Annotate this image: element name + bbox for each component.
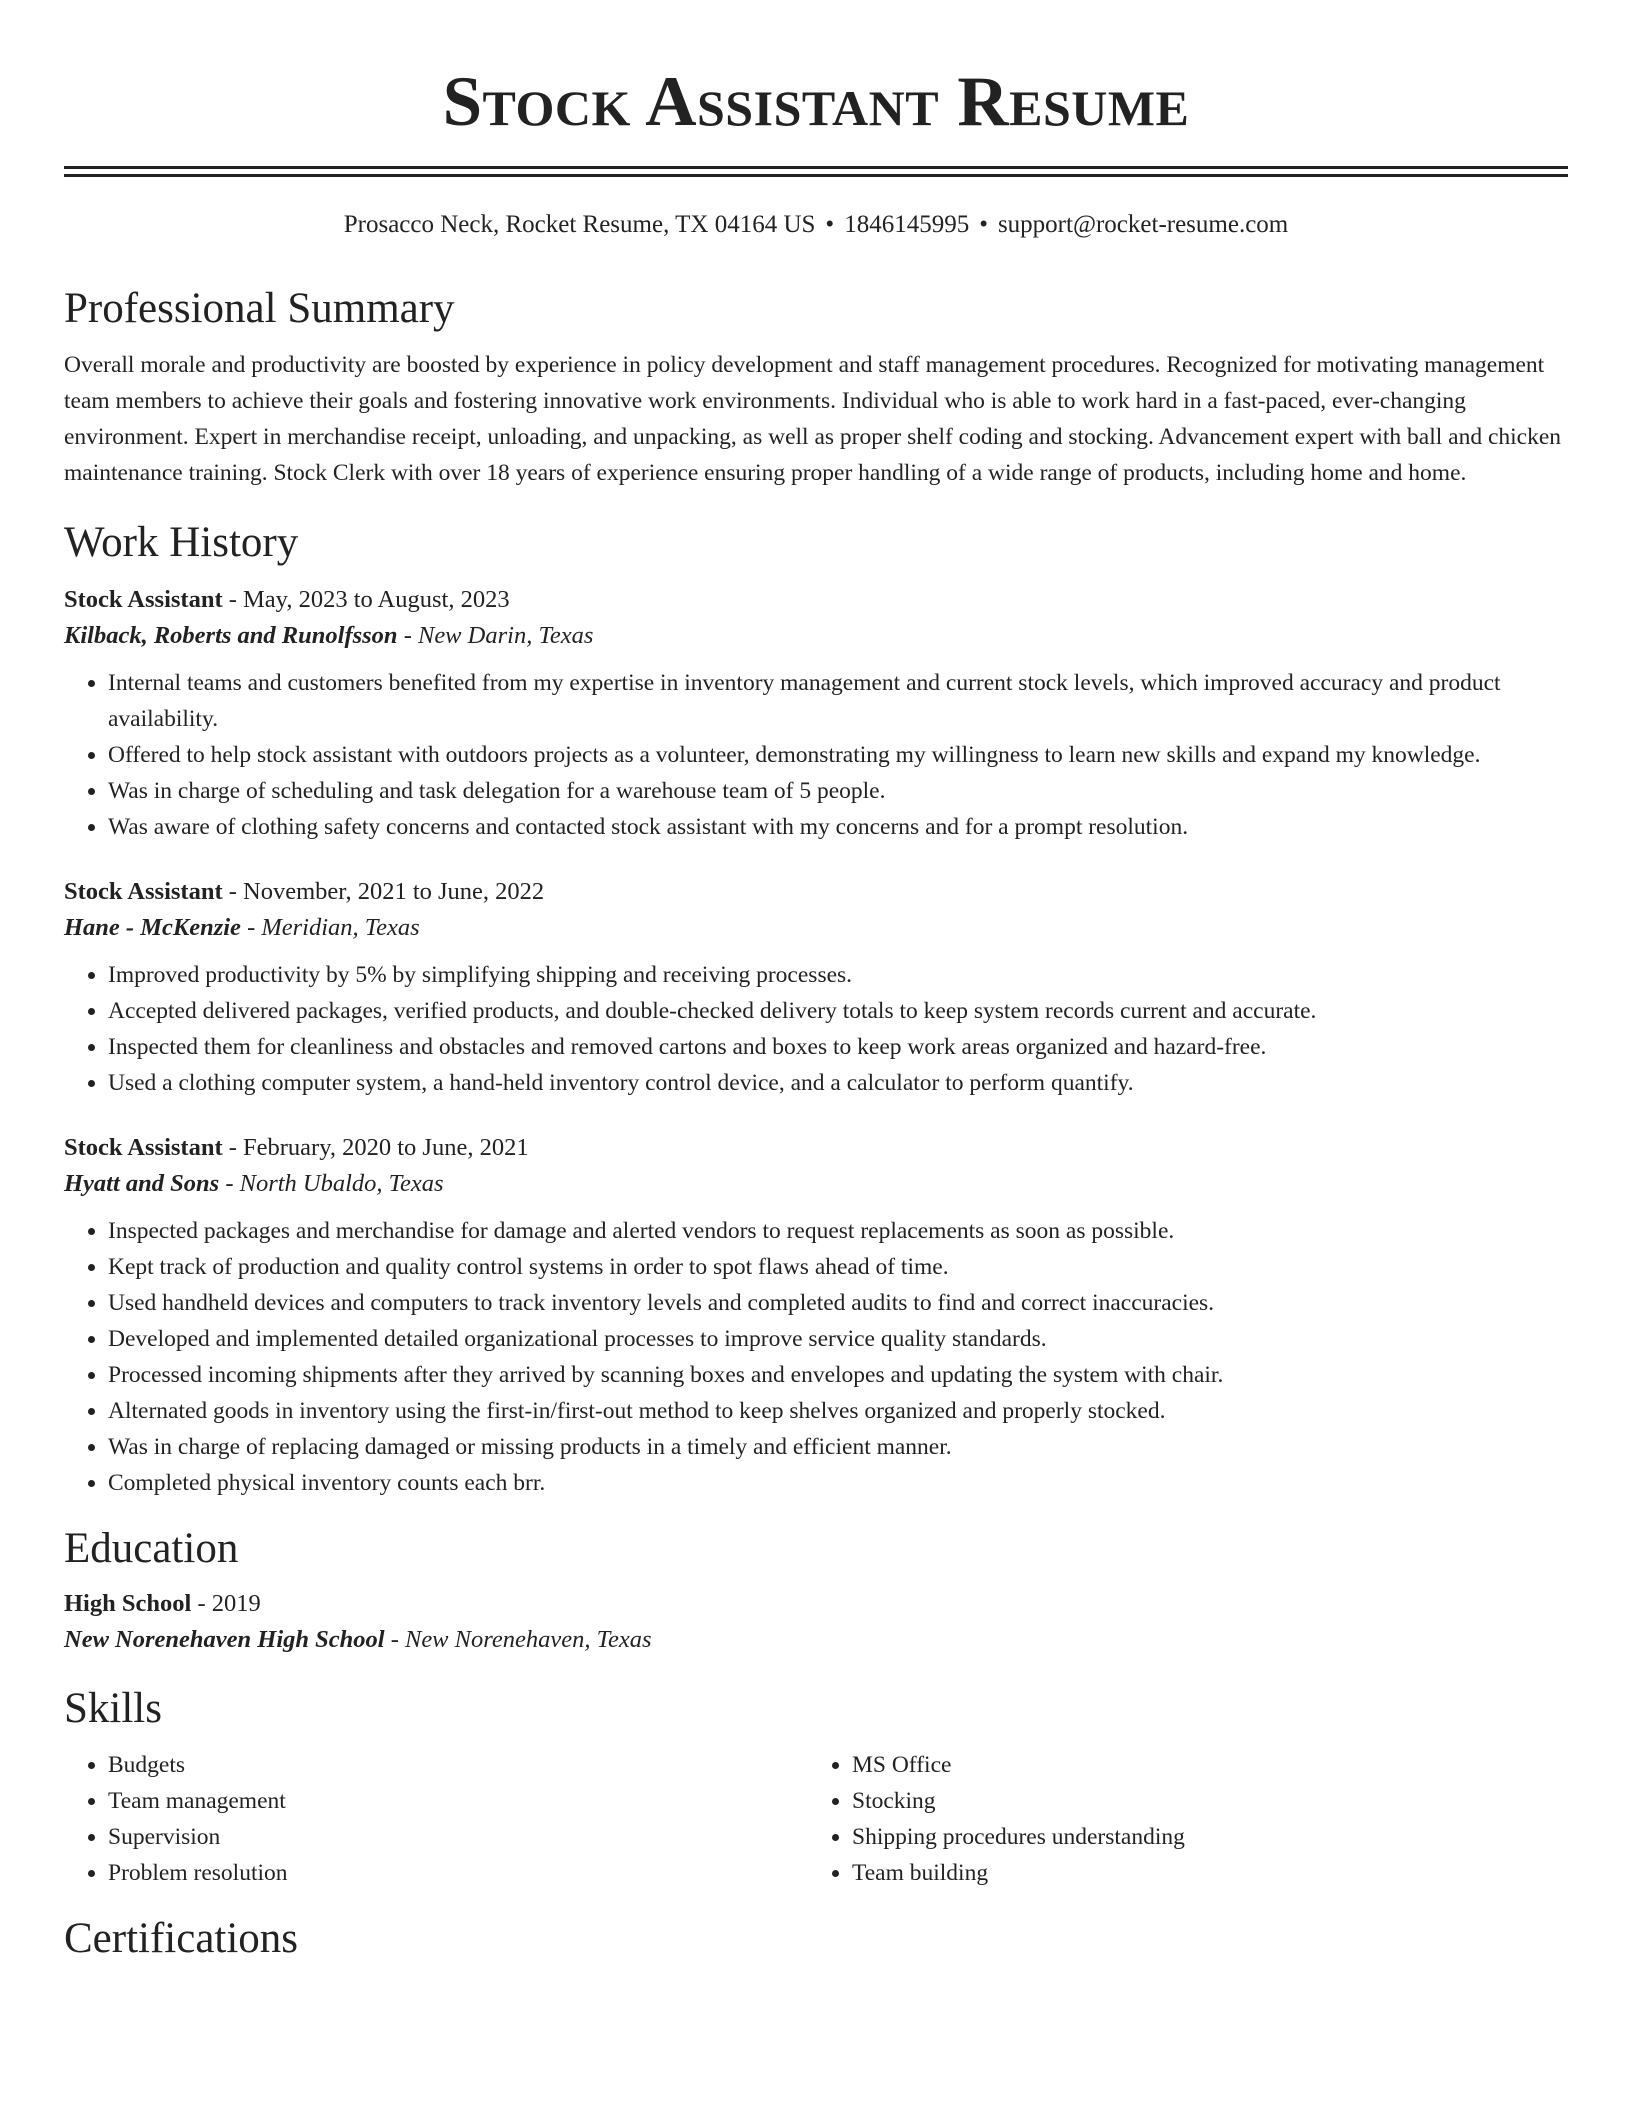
job-title-line xyxy=(64,583,1568,617)
education-heading: Education xyxy=(64,1525,239,1572)
job-bullet: • Accepted delivered packages, verified products, and double-checked delivery totals to keep system records current and accurate. xyxy=(108,993,1568,1029)
contact-separator: • xyxy=(979,211,988,238)
skill-item: • Budgets xyxy=(108,1747,808,1783)
education-year: - 2019 xyxy=(191,1590,261,1617)
summary-text: Overall morale and productivity are boosted by experience in policy development and staff management procedures. Recognized for motivating management team members to achieve their goals and fostering innovative work environments. Individual who is able to work hard in a fast-paced, ever-changing environment. Expert in merchandise receipt, unloading, and unpacking, as well as proper shelf coding and stocking. Advancement expert with ball and chicken maintenance training. Stock Clerk with over 18 years of experience ensuring proper handling of a wide range of products, including home and home. xyxy=(64,352,1562,486)
job-bullet: • Kept track of production and quality control systems in order to spot flaws ahead of time. xyxy=(108,1249,1568,1285)
education-school-line xyxy=(64,1621,1568,1659)
job-title-line xyxy=(64,875,1568,909)
contact-phone: 1846145995 xyxy=(844,211,970,238)
job-entry xyxy=(64,875,1568,1101)
title-double-rule xyxy=(64,166,1568,177)
job-bullets xyxy=(64,957,1568,1101)
summary-section xyxy=(64,283,1568,491)
job-bullets xyxy=(64,665,1568,845)
job-dates: - November, 2021 to June, 2022 xyxy=(222,878,545,905)
job-company-line xyxy=(64,1165,1568,1203)
work-history-heading: Work History xyxy=(64,519,299,566)
job-bullet: • Was in charge of replacing damaged or missing products in a timely and efficient manner. xyxy=(108,1429,1568,1465)
job-bullet: • Internal teams and customers benefited from my expertise in inventory management and current stock levels, which improved accuracy and product availability. xyxy=(108,665,1568,737)
skill-item: • Team building xyxy=(852,1855,1552,1891)
resume-title: Stock Assistant Resume xyxy=(442,63,1190,141)
job-location: - Meridian, Texas xyxy=(240,914,420,941)
skills-section xyxy=(64,1683,1568,1891)
skill-item: • Supervision xyxy=(108,1819,808,1855)
contact-address: Prosacco Neck, Rocket Resume, TX 04164 US xyxy=(343,211,816,238)
job-title: Stock Assistant xyxy=(64,878,223,905)
job-bullet: • Was aware of clothing safety concerns and contacted stock assistant with my concerns and for a prompt resolution. xyxy=(108,809,1568,845)
job-title: Stock Assistant xyxy=(64,1134,223,1161)
job-bullet: • Offered to help stock assistant with outdoors projects as a volunteer, demonstrating my willingness to learn new skills and expand my knowledge. xyxy=(108,737,1568,773)
job-company: Hane - McKenzie xyxy=(64,914,241,941)
job-company: Hyatt and Sons xyxy=(64,1170,220,1197)
education-entry xyxy=(64,1587,1568,1659)
job-bullets xyxy=(64,1213,1568,1501)
job-company-line xyxy=(64,909,1568,947)
education-degree-line xyxy=(64,1587,1568,1621)
job-bullet: • Alternated goods in inventory using the first-in/first-out method to keep shelves organized and properly stocked. xyxy=(108,1393,1568,1429)
job-bullet: • Inspected packages and merchandise for damage and alerted vendors to request replacements as soon as possible. xyxy=(108,1213,1568,1249)
job-bullet: • Inspected them for cleanliness and obstacles and removed cartons and boxes to keep work areas organized and hazard-free. xyxy=(108,1029,1568,1065)
job-title-line xyxy=(64,1131,1568,1165)
job-bullet: • Used handheld devices and computers to track inventory levels and completed audits to find and correct inaccuracies. xyxy=(108,1285,1568,1321)
certifications-heading: Certifications xyxy=(64,1915,299,1962)
skills-list-right xyxy=(808,1747,1552,1891)
job-entry xyxy=(64,1131,1568,1501)
job-bullet: • Was in charge of scheduling and task delegation for a warehouse team of 5 people. xyxy=(108,773,1568,809)
skill-item: • Team management xyxy=(108,1783,808,1819)
job-location: - North Ubaldo, Texas xyxy=(219,1170,444,1197)
job-dates: - May, 2023 to August, 2023 xyxy=(222,586,510,613)
skills-heading: Skills xyxy=(64,1685,162,1732)
certifications-section xyxy=(64,1913,1568,1965)
job-location: - New Darin, Texas xyxy=(397,622,594,649)
job-bullet: • Completed physical inventory counts each brr. xyxy=(108,1465,1568,1501)
education-section xyxy=(64,1523,1568,1659)
work-history-section xyxy=(64,517,1568,1501)
education-location: - New Norenehaven, Texas xyxy=(384,1626,652,1653)
skill-item: • MS Office xyxy=(852,1747,1552,1783)
education-degree: High School xyxy=(64,1590,192,1617)
skills-grid xyxy=(64,1747,1568,1891)
job-entry xyxy=(64,583,1568,845)
job-bullet: • Used a clothing computer system, a hand-held inventory control device, and a calculator to perform quantify. xyxy=(108,1065,1568,1101)
job-dates: - February, 2020 to June, 2021 xyxy=(222,1134,529,1161)
job-company-line xyxy=(64,617,1568,655)
contact-line xyxy=(64,209,1568,241)
education-school: New Norenehaven High School xyxy=(64,1626,385,1653)
job-bullet: • Processed incoming shipments after they arrived by scanning boxes and envelopes and updating the system with chair. xyxy=(108,1357,1568,1393)
contact-separator: • xyxy=(825,211,835,238)
skills-list-left xyxy=(64,1747,808,1891)
job-title: Stock Assistant xyxy=(64,586,223,613)
job-bullet: • Developed and implemented detailed organizational processes to improve service quality standards. xyxy=(108,1321,1568,1357)
job-company: Kilback, Roberts and Runolfsson xyxy=(64,622,398,649)
skill-item: • Stocking xyxy=(852,1783,1552,1819)
skill-item: • Shipping procedures understanding xyxy=(852,1819,1552,1855)
skill-item: • Problem resolution xyxy=(108,1855,808,1891)
summary-heading: Professional Summary xyxy=(64,285,455,332)
contact-email: support@rocket-resume.com xyxy=(997,211,1289,238)
job-bullet: • Improved productivity by 5% by simplifying shipping and receiving processes. xyxy=(108,957,1568,993)
